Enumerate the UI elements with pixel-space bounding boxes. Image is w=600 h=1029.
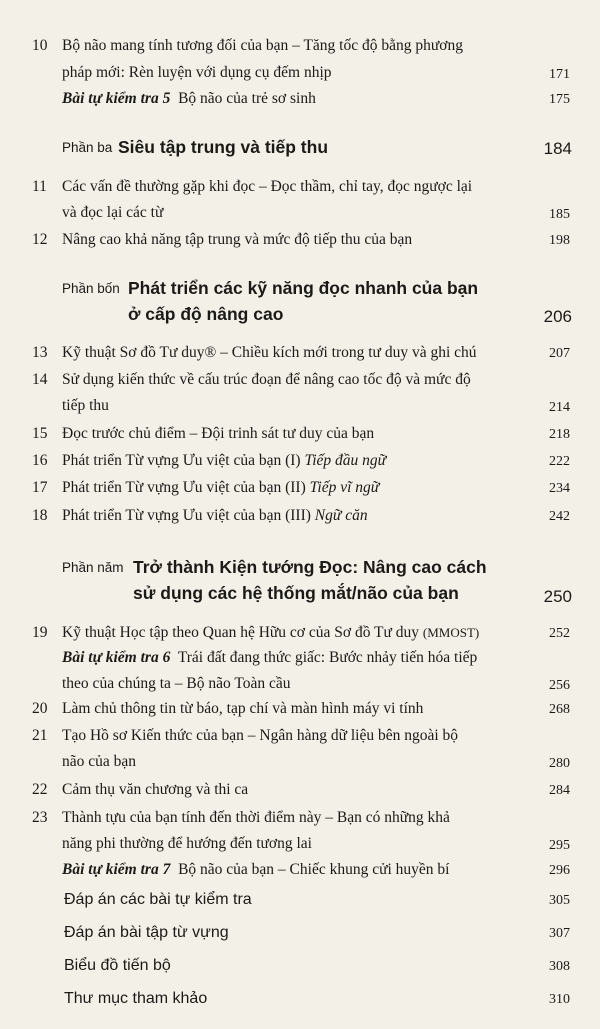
part-label: Phần ba bbox=[62, 140, 113, 155]
self-test-label: Bài tự kiểm tra 7 bbox=[62, 861, 171, 878]
chapter-title: Đọc trước chủ điểm – Đội trinh sát tư duy của bạn bbox=[62, 425, 375, 442]
page-number: 308 bbox=[549, 959, 570, 974]
appendix-title: Đáp án bài tập từ vựng bbox=[64, 924, 229, 941]
part-page-number: 206 bbox=[543, 307, 572, 326]
page-number: 207 bbox=[549, 346, 570, 361]
chapter-title-italic: Tiếp đầu ngữ bbox=[304, 452, 387, 469]
chapter-title: Cảm thụ văn chương và thi ca bbox=[62, 781, 249, 798]
chapter-title-suffix: (MMOST) bbox=[422, 625, 480, 640]
part-label: Phần năm bbox=[62, 560, 124, 575]
chapter-title-italic: Tiếp vĩ ngữ bbox=[309, 479, 380, 496]
part-title-line-1: Phát triển các kỹ năng đọc nhanh của bạn bbox=[128, 278, 479, 298]
part-title-line-2: sử dụng các hệ thống mắt/não của bạn bbox=[133, 583, 459, 603]
chapter-title-line-2: năng phi thường để hướng đến tương lai bbox=[62, 835, 312, 852]
chapter-title: Kỹ thuật Học tập theo Quan hệ Hữu cơ của Sơ đồ Tư duy bbox=[62, 624, 420, 641]
chapter-title-line-1: Các vấn đề thường gặp khi đọc – Đọc thầm, chỉ tay, đọc ngược lại bbox=[62, 178, 473, 195]
page-number: 214 bbox=[549, 400, 570, 415]
chapter-title-line-1: Thành tựu của bạn tính đến thời điểm này – Bạn có những khả bbox=[62, 809, 450, 826]
chapter-number: 21 bbox=[32, 727, 48, 744]
self-test-title-line-2: theo của chúng ta – Bộ não Toàn cầu bbox=[62, 675, 291, 692]
page-number: 171 bbox=[549, 67, 570, 82]
appendix-title: Thư mục tham khảo bbox=[64, 990, 208, 1007]
page-number: 268 bbox=[549, 702, 570, 717]
page-number: 284 bbox=[549, 783, 570, 798]
appendix-title: Đáp án các bài tự kiểm tra bbox=[64, 891, 252, 908]
chapter-title-line-1: Tạo Hồ sơ Kiến thức của bạn – Ngân hàng dữ liệu bên ngoài bộ bbox=[62, 727, 459, 744]
chapter-title: Làm chủ thông tin từ báo, tạp chí và màn hình máy vi tính bbox=[62, 700, 424, 717]
chapter-number: 16 bbox=[32, 452, 48, 469]
chapter-title-line-2: và đọc lại các từ bbox=[62, 204, 164, 221]
chapter-number: 14 bbox=[32, 371, 48, 388]
self-test-title-line-1: Trái đất đang thức giấc: Bước nhảy tiến hóa tiếp bbox=[177, 649, 478, 666]
page-number: 310 bbox=[549, 992, 570, 1007]
chapter-number: 20 bbox=[32, 700, 48, 717]
chapter-number: 10 bbox=[32, 37, 48, 54]
page-number: 198 bbox=[549, 233, 570, 248]
chapter-number: 18 bbox=[32, 507, 48, 524]
chapter-number: 23 bbox=[32, 809, 48, 826]
part-title: Siêu tập trung và tiếp thu bbox=[118, 137, 329, 157]
chapter-title-line-1: Bộ não mang tính tương đối của bạn – Tăng tốc độ bằng phương bbox=[62, 37, 463, 54]
chapter-title: Nâng cao khả năng tập trung và mức độ tiếp thu của bạn bbox=[62, 231, 413, 248]
self-test-label: Bài tự kiểm tra 5 bbox=[62, 90, 171, 107]
chapter-title: Phát triển Từ vựng Ưu việt của bạn (III) bbox=[62, 507, 311, 524]
page-number: 280 bbox=[549, 756, 570, 771]
appendix-title: Biểu đồ tiến bộ bbox=[64, 957, 171, 974]
page-number: 305 bbox=[549, 893, 570, 908]
page-number: 175 bbox=[549, 92, 570, 107]
chapter-number: 17 bbox=[32, 479, 48, 496]
chapter-title: Phát triển Từ vựng Ưu việt của bạn (II) bbox=[62, 479, 306, 496]
chapter-title-line-2: não của bạn bbox=[62, 753, 137, 770]
chapter-number: 12 bbox=[32, 231, 48, 248]
part-title-line-1: Trở thành Kiện tướng Đọc: Nâng cao cách bbox=[133, 557, 487, 577]
chapter-title-line-2: tiếp thu bbox=[62, 397, 109, 414]
chapter-number: 19 bbox=[32, 624, 48, 641]
self-test-label: Bài tự kiểm tra 6 bbox=[62, 649, 171, 666]
chapter-title-italic: Ngữ căn bbox=[314, 507, 368, 524]
page-number: 296 bbox=[549, 863, 570, 878]
part-label: Phần bốn bbox=[62, 281, 120, 296]
page-number: 234 bbox=[549, 481, 570, 496]
page-number: 222 bbox=[549, 454, 570, 469]
part-page-number: 250 bbox=[543, 587, 572, 606]
chapter-number: 22 bbox=[32, 781, 48, 798]
page-number: 185 bbox=[549, 207, 570, 222]
chapter-title: Phát triển Từ vựng Ưu việt của bạn (I) bbox=[62, 452, 301, 469]
page-number: 295 bbox=[549, 838, 570, 853]
chapter-title-line-2: pháp mới: Rèn luyện với dụng cụ đếm nhịp bbox=[62, 64, 332, 81]
part-page-number: 184 bbox=[543, 139, 572, 158]
part-title-line-2: ở cấp độ nâng cao bbox=[128, 304, 284, 324]
page-number: 242 bbox=[549, 509, 570, 524]
chapter-title: Kỹ thuật Sơ đồ Tư duy® – Chiều kích mới trong tư duy và ghi chú bbox=[62, 344, 477, 361]
page-number: 256 bbox=[549, 678, 570, 693]
chapter-number: 11 bbox=[32, 178, 47, 195]
self-test-title: Bộ não của trẻ sơ sinh bbox=[178, 90, 316, 107]
chapter-number: 13 bbox=[32, 344, 48, 361]
self-test-title: Bộ não của bạn – Chiếc khung cửi huyền bí bbox=[178, 861, 450, 878]
chapter-number: 15 bbox=[32, 425, 48, 442]
page-number: 252 bbox=[549, 626, 570, 641]
page-number: 307 bbox=[549, 926, 570, 941]
page-number: 218 bbox=[549, 427, 570, 442]
chapter-title-line-1: Sử dụng kiến thức về cấu trúc đoạn để nâng cao tốc độ và mức độ bbox=[62, 371, 471, 388]
